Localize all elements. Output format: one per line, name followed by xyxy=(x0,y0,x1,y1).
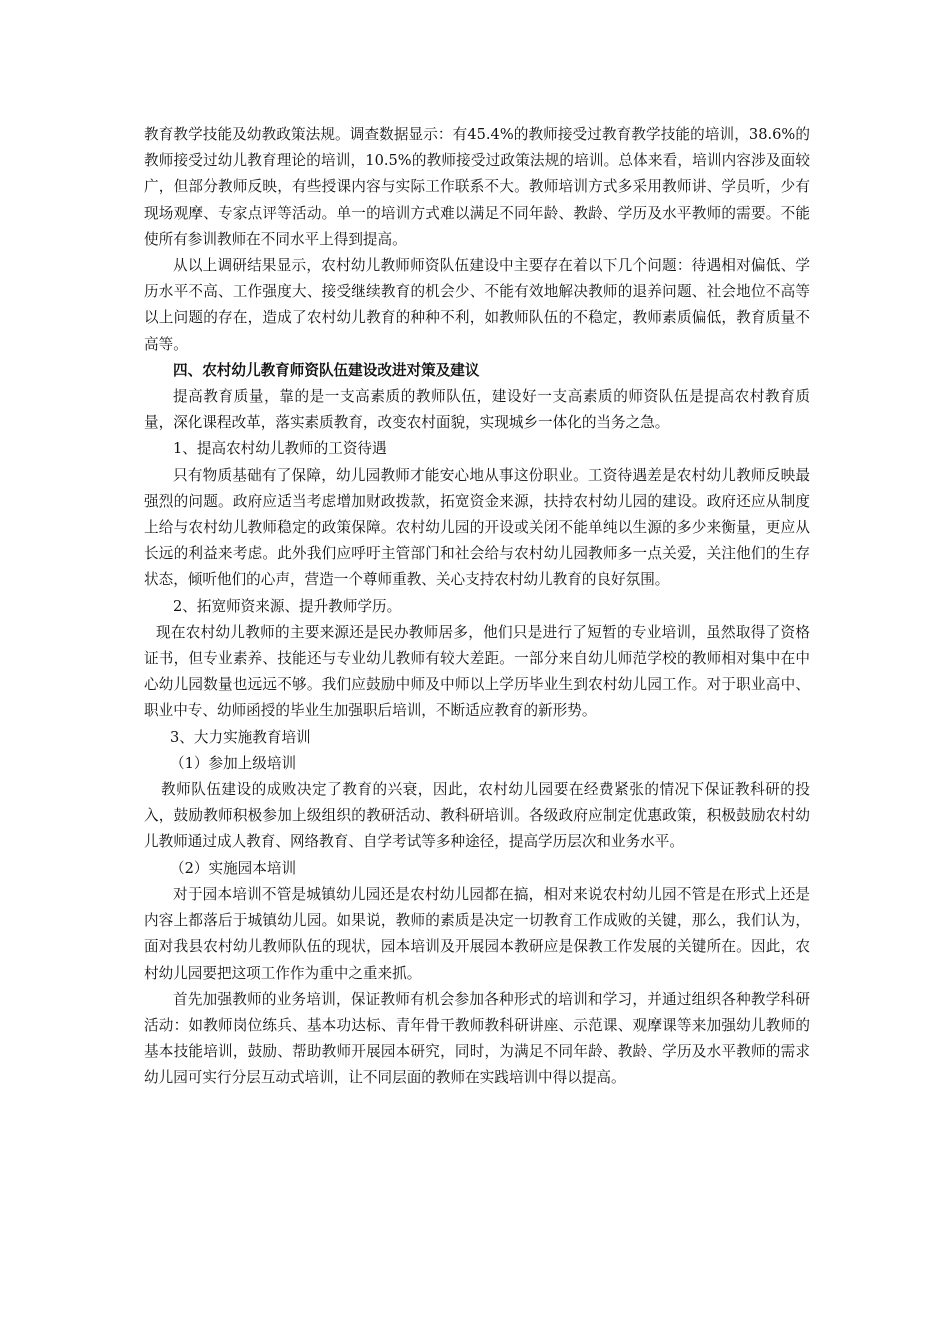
paragraph-training-survey: 教育教学技能及幼教政策法规。调查数据显示：有45.4%的教师接受过教育教学技能的培训，38.6%的教师接受过幼儿教育理论的培训，10.5%的教师接受过政策法规的培训。总体来看，培训内容涉及面较广，但部分教师反映，有些授课内容与实际工作联系不大。教师培训方式多采用教师讲、学员听，少有现场观摩、专家点评等活动。单一的培训方式难以满足不同年龄、教龄、学历及水平教师的需要。不能使所有参训教师在不同水平上得到提高。 xyxy=(144,126,810,248)
section-heading-4: 四、农村幼儿教育师资队伍建设改进对策及建议 xyxy=(173,361,480,379)
paragraph-school-training: 对于园本培训不管是城镇幼儿园还是农村幼儿园都在搞，相对来说农村幼儿园不管是在形式上还是内容上都落后于城镇幼儿园。如果说，教师的素质是决定一切教育工作成败的关键，那么，我们认为，面对我县农村幼儿教师队伍的现状，园本培训及开展园本教研应是保教工作发展的关键所在。因此，农村幼儿园要把这项工作作为重中之重来抓。 xyxy=(144,885,810,982)
paragraph-quality-intro: 提高教育质量，靠的是一支高素质的教师队伍，建设好一支高素质的师资队伍是提高农村教育质量，深化课程改革，落实素质教育，改变农村面貌，实现城乡一体化的当务之急。 xyxy=(144,388,810,432)
subheading-3-2-school-training: （2）实施园本培训 xyxy=(170,859,297,877)
subheading-3-training: 3、大力实施教育培训 xyxy=(170,728,311,746)
paragraph-salary: 只有物质基础有了保障，幼儿园教师才能安心地从事这份职业。工资待遇差是农村幼儿教师反映最强烈的问题。政府应适当考虑增加财政拨款，拓宽资金来源，扶持农村幼儿园的建设。政府还应从制度上给与农村幼儿教师稳定的政策保障。农村幼儿园的开设或关闭不能单纯以生源的多少来衡量，更应从长远的利益来考虑。此外我们应呼吁主管部门和社会给与农村幼儿园教师多一点关爱，关注他们的生存状态，倾听他们的心声，营造一个尊师重教、关心支持农村幼儿教育的良好氛围。 xyxy=(144,466,810,589)
paragraph-upper-training: 教师队伍建设的成败决定了教育的兴衰，因此，农村幼儿园要在经费紧张的情况下保证教科研的投入，鼓励教师积极参加上级组织的教研活动、教科研培训。各级政府应制定优惠政策，积极鼓励农村幼儿教师通过成人教育、网络教育、自学考试等多种途径，提高学历层次和业务水平。 xyxy=(144,781,810,851)
subheading-3-1-upper-training: （1）参加上级培训 xyxy=(170,754,297,772)
subheading-2-sources: 2、拓宽师资来源、提升教师学历。 xyxy=(173,597,402,615)
document-page xyxy=(144,122,810,1092)
paragraph-sources: 现在农村幼儿教师的主要来源还是民办教师居多，他们只是进行了短暂的专业培训，虽然取得了资格证书，但专业素养、技能还与专业幼儿教师有较大差距。一部分来自幼儿师范学校的教师相对集中在中心幼儿园数量也远远不够。我们应鼓励中师及中师以上学历毕业生到农村幼儿园工作。对于职业高中、职业中专、幼师函授的毕业生加强职后培训，不断适应教育的新形势。 xyxy=(144,623,810,720)
paragraph-problems-summary: 从以上调研结果显示，农村幼儿教师师资队伍建设中主要存在着以下几个问题：待遇相对偏低、学历水平不高、工作强度大、接受继续教育的机会少、不能有效地解决教师的退养问题、社会地位不高等以上问题的存在，造成了农村幼儿教育的种种不利，如教师队伍的不稳定，教师素质偏低，教育质量不高等。 xyxy=(144,257,810,353)
subheading-1-salary: 1、提高农村幼儿教师的工资待遇 xyxy=(173,440,387,458)
paragraph-professional-training: 首先加强教师的业务培训，保证教师有机会参加各种形式的培训和学习，并通过组织各种教学科研活动：如教师岗位练兵、基本功达标、青年骨干教师教科研讲座、示范课、观摩课等来加强幼儿教师的基本技能培训，鼓励、帮助教师开展园本研究，同时，为满足不同年龄、教龄、学历及水平教师的需求幼儿园可实行分层互动式培训，让不同层面的教师在实践培训中得以提高。 xyxy=(144,990,810,1087)
